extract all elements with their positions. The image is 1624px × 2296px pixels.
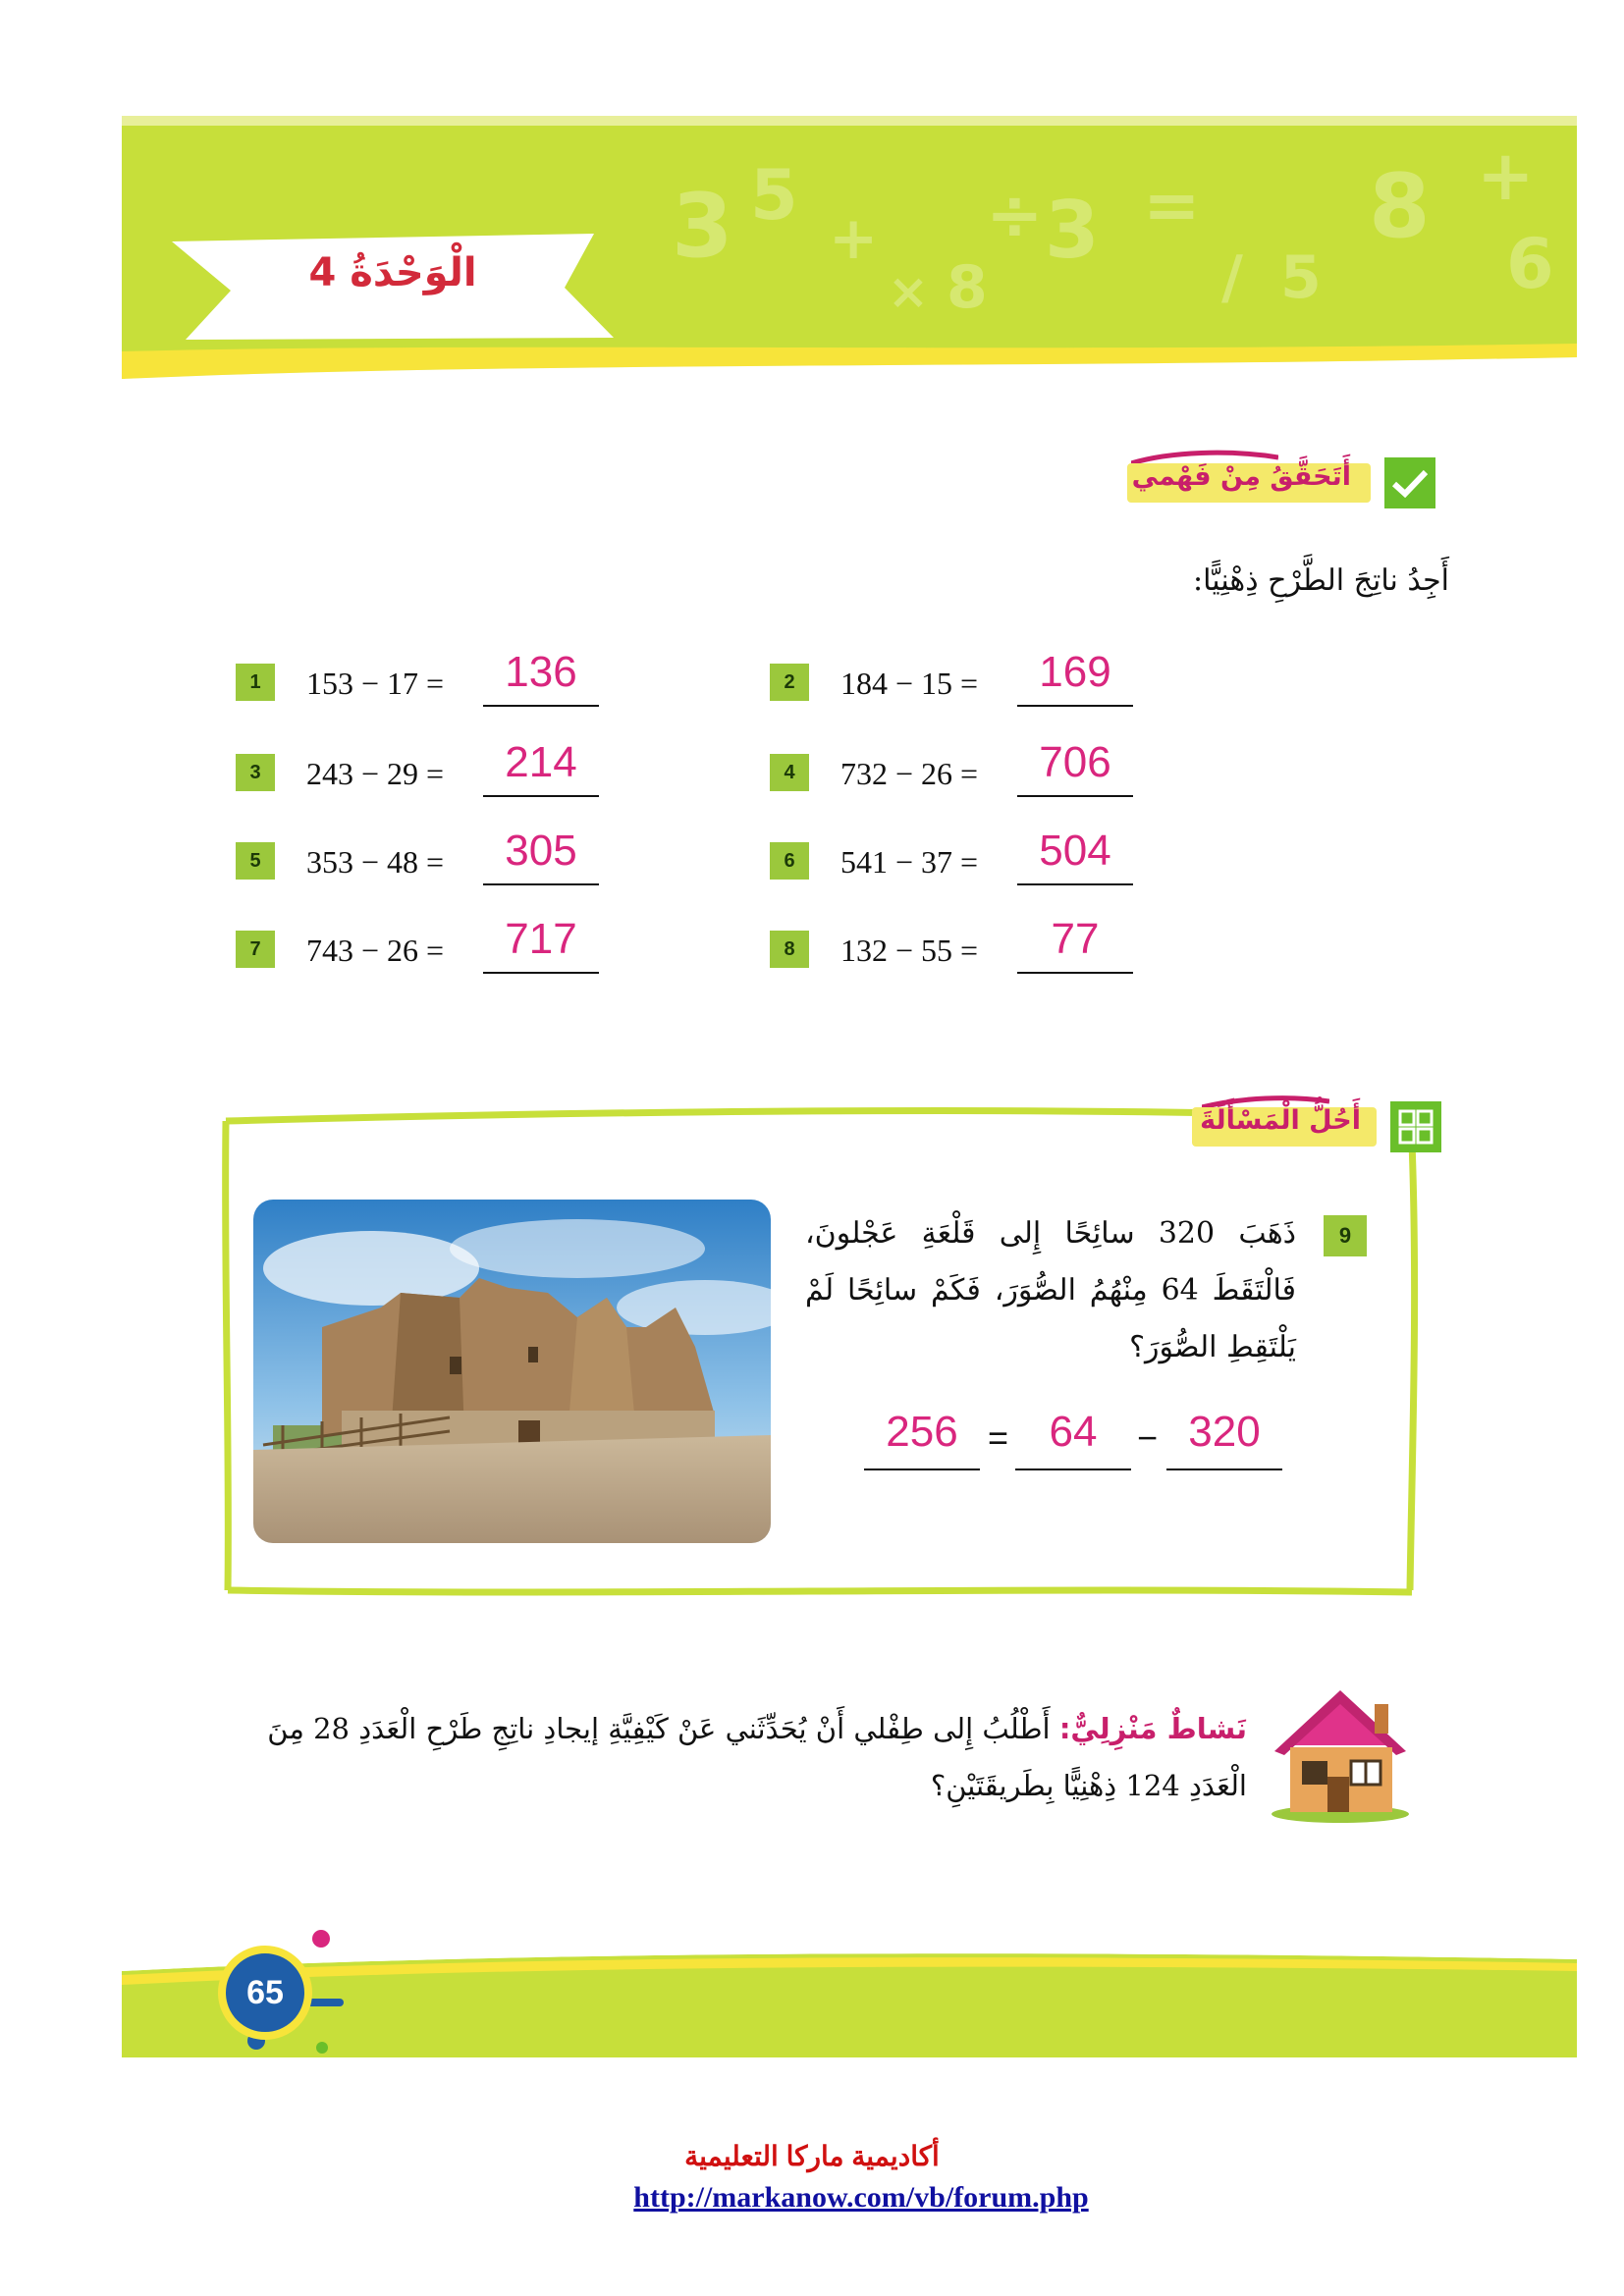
answer-value: 320 bbox=[1188, 1408, 1261, 1456]
home-activity-label: نَشاطٌ مَنْزِلِيٌّ: bbox=[1058, 1712, 1247, 1745]
house-icon bbox=[1267, 1686, 1414, 1824]
answer-blank[interactable] bbox=[483, 648, 599, 707]
academy-link[interactable]: http://markanow.com/vb/forum.php bbox=[633, 2181, 1089, 2214]
home-activity-text bbox=[236, 1700, 1247, 1814]
exercise-equation: 353 − 48 = bbox=[306, 844, 445, 880]
exercise-4 bbox=[770, 738, 1143, 797]
answer-value: 64 bbox=[1049, 1408, 1098, 1456]
answer-value: 504 bbox=[1039, 827, 1111, 875]
answer-blank-3[interactable] bbox=[864, 1408, 980, 1470]
exercise-6 bbox=[770, 827, 1143, 885]
unit-title: الْوَحْدَةُ 4 bbox=[308, 250, 477, 295]
problem-section-label: أَحُلُّ الْمَسْأَلَةَ bbox=[1200, 1105, 1361, 1136]
answer-value: 169 bbox=[1039, 648, 1111, 696]
exercise-equation: 541 − 37 = bbox=[840, 844, 979, 880]
answer-blank[interactable] bbox=[483, 915, 599, 974]
answer-value: 214 bbox=[505, 738, 577, 786]
decor-dot bbox=[316, 2042, 328, 2054]
exercise-2 bbox=[770, 648, 1143, 707]
instruction-text: أَجِدُ ناتِجَ الطَّرْحِ ذِهْنِيًّا: bbox=[1193, 563, 1449, 598]
page-number: 65 bbox=[218, 1946, 312, 2040]
exercise-8 bbox=[770, 915, 1143, 974]
exercise-number: 8 bbox=[770, 931, 809, 968]
answer-blank-1[interactable] bbox=[1166, 1408, 1282, 1470]
answer-value: 256 bbox=[886, 1408, 958, 1456]
problem-text: ذَهَبَ 320 سائِحًا إِلى قَلْعَةِ عَجْلونَ، فَالْتَقَطَ 64 مِنْهُمُ الصُّوَرَ، فَكَمْ سائِحًا لَمْ يَلْتَقِطِ الصُّوَرَ؟ bbox=[805, 1216, 1296, 1364]
answer-value: 706 bbox=[1039, 738, 1111, 786]
castle-photo bbox=[253, 1200, 771, 1543]
exercise-number: 6 bbox=[770, 842, 809, 880]
minus-operator: − bbox=[1137, 1417, 1159, 1458]
exercise-3 bbox=[236, 738, 609, 797]
exercise-equation: 153 − 17 = bbox=[306, 666, 445, 701]
equals-operator: = bbox=[988, 1417, 1009, 1458]
exercise-equation: 743 − 26 = bbox=[306, 933, 445, 968]
exercise-equation: 184 − 15 = bbox=[840, 666, 979, 701]
answer-value: 717 bbox=[505, 915, 577, 963]
check-section-label: أَتَحَقَّقُ مِنْ فَهْمي bbox=[1131, 461, 1351, 492]
exercise-7 bbox=[236, 915, 609, 974]
problem-number: 9 bbox=[1324, 1215, 1367, 1256]
answer-blank[interactable] bbox=[1017, 738, 1133, 797]
exercise-5 bbox=[236, 827, 609, 885]
exercise-number: 5 bbox=[236, 842, 275, 880]
answer-blank[interactable] bbox=[483, 738, 599, 797]
check-icon bbox=[1384, 457, 1435, 508]
grid-icon bbox=[1390, 1101, 1441, 1152]
exercise-number: 3 bbox=[236, 754, 275, 791]
answer-blank[interactable] bbox=[1017, 648, 1133, 707]
exercise-equation: 132 − 55 = bbox=[840, 933, 979, 968]
answer-value: 136 bbox=[505, 648, 577, 696]
exercise-number: 4 bbox=[770, 754, 809, 791]
exercise-number: 2 bbox=[770, 664, 809, 701]
exercise-number: 7 bbox=[236, 931, 275, 968]
header-swoosh bbox=[122, 344, 1577, 383]
check-section-header bbox=[1127, 457, 1441, 508]
decor-dot bbox=[312, 1930, 330, 1948]
exercise-number: 1 bbox=[236, 664, 275, 701]
answer-value: 77 bbox=[1051, 915, 1100, 963]
answer-value: 305 bbox=[505, 827, 577, 875]
header-band: 3 5 + ÷ 3 = / 5 8 + 6 × 8 bbox=[122, 116, 1577, 379]
exercise-equation: 243 − 29 = bbox=[306, 756, 445, 791]
answer-blank[interactable] bbox=[1017, 827, 1133, 885]
exercise-equation: 732 − 26 = bbox=[840, 756, 979, 791]
answer-blank[interactable] bbox=[1017, 915, 1133, 974]
academy-name: أكاديمية ماركا التعليمية bbox=[684, 2141, 940, 2171]
home-activity-body: أَطْلُبُ إِلى طِفْلي أَنْ يُحَدِّثَني عَنْ كَيْفِيَّةِ إيجادِ ناتِجِ طَرْحِ الْعَدَدِ 28 مِنَ الْعَدَدِ 124 ذِهْنِيًّا بِطَريقَتَيْنِ؟ bbox=[267, 1712, 1247, 1802]
exercise-1 bbox=[236, 648, 609, 707]
answer-blank[interactable] bbox=[483, 827, 599, 885]
answer-blank-2[interactable] bbox=[1015, 1408, 1131, 1470]
problem-section-header bbox=[1192, 1101, 1447, 1152]
